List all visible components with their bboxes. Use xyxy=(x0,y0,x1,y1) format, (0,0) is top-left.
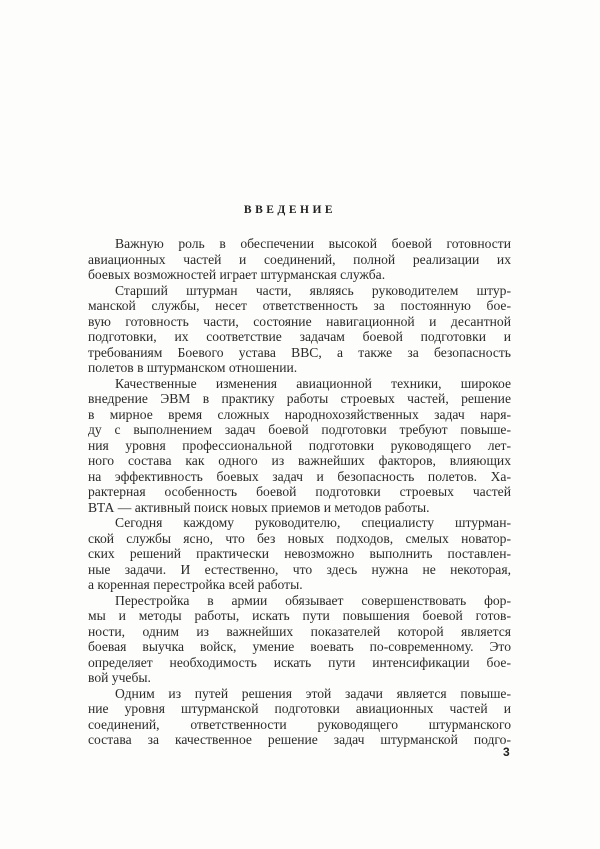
text-line: внедрение ЭВМ в практику работы строевых частей, решение xyxy=(88,391,511,406)
text-line: ских решений практически невозможно выполнить поставлен- xyxy=(88,546,511,561)
text-line: состава за качественное решение задач штурманской подго- xyxy=(88,732,511,747)
page-number: 3 xyxy=(503,745,510,759)
text-line: ду с выполнением задач боевой подготовки требуют повыше- xyxy=(88,422,511,437)
text-line: авиационных частей и соединений, полной реализации их xyxy=(88,251,511,267)
text-line: Важную роль в обеспечении высокой боевой готовности xyxy=(115,236,511,251)
paragraph xyxy=(88,686,511,748)
text-line: Перестройка в армии обязывает совершенствовать фор- xyxy=(115,592,511,608)
text-line: ние уровня штурманской подготовки авиационных частей и xyxy=(88,701,511,716)
text-line: а коренная перестройка всей работы. xyxy=(88,577,303,592)
text-line: полетов в штурманском отношении. xyxy=(88,360,298,375)
text-line: ния уровня профессиональной подготовки руководящего лет- xyxy=(88,437,511,453)
text-line: вой учебы. xyxy=(88,670,151,685)
text-line: боевая выучка войск, умение воевать по-современному. Это xyxy=(88,639,511,654)
chapter-heading: ВВЕДЕНИЕ xyxy=(243,204,337,216)
paragraph xyxy=(88,515,511,593)
paragraph xyxy=(88,283,511,376)
body-text xyxy=(88,236,511,748)
paragraph xyxy=(88,236,511,283)
text-line: требованиям Боевого устава ВВС, а также за безопасность xyxy=(88,344,511,360)
text-line: соединений, ответственности руководящего штурманского xyxy=(88,716,511,732)
text-line: в мирное время сложных народнохозяйственных задач наря- xyxy=(88,406,511,422)
text-line: мы и методы работы, искать пути повышения боевой готов- xyxy=(88,608,511,623)
text-line: ного состава как одного из важнейших факторов, влияющих xyxy=(88,453,511,468)
text-line: манской службы, несет ответственность за постоянную бое- xyxy=(88,298,511,313)
text-line: ные задачи. И естественно, что здесь нужна не некоторая, xyxy=(88,561,511,577)
text-line: подготовки, их соответствие задачам боевой подготовки и xyxy=(88,329,511,344)
paragraph xyxy=(88,376,511,516)
text-line: ности, одним из важнейших показателей которой является xyxy=(88,623,511,639)
text-line: рактерная особенность боевой подготовки строевых частей xyxy=(88,484,511,499)
text-line: определяет необходимость искать пути интенсификации бое- xyxy=(88,654,511,670)
text-line: вую готовность части, состояние навигационной и десантной xyxy=(88,313,511,329)
text-line: Старший штурман части, являясь руководителем штур- xyxy=(115,282,511,298)
paragraph xyxy=(88,593,511,686)
text-line: боевых возможностей играет штурманская служба. xyxy=(88,267,386,282)
text-line: Одним из путей решения этой задачи является повыше- xyxy=(115,685,511,701)
text-line: Сегодня каждому руководителю, специалисту штурман- xyxy=(115,515,511,530)
text-line: на эффективность боевых задач и безопасность полетов. Ха- xyxy=(88,468,511,484)
text-line: ской службы ясно, что без новых подходов, смелых новатор- xyxy=(88,530,511,546)
text-line: ВТА — активный поиск новых приемов и методов работы. xyxy=(88,499,430,515)
text-line: Качественные изменения авиационной техники, широкое xyxy=(115,375,511,391)
